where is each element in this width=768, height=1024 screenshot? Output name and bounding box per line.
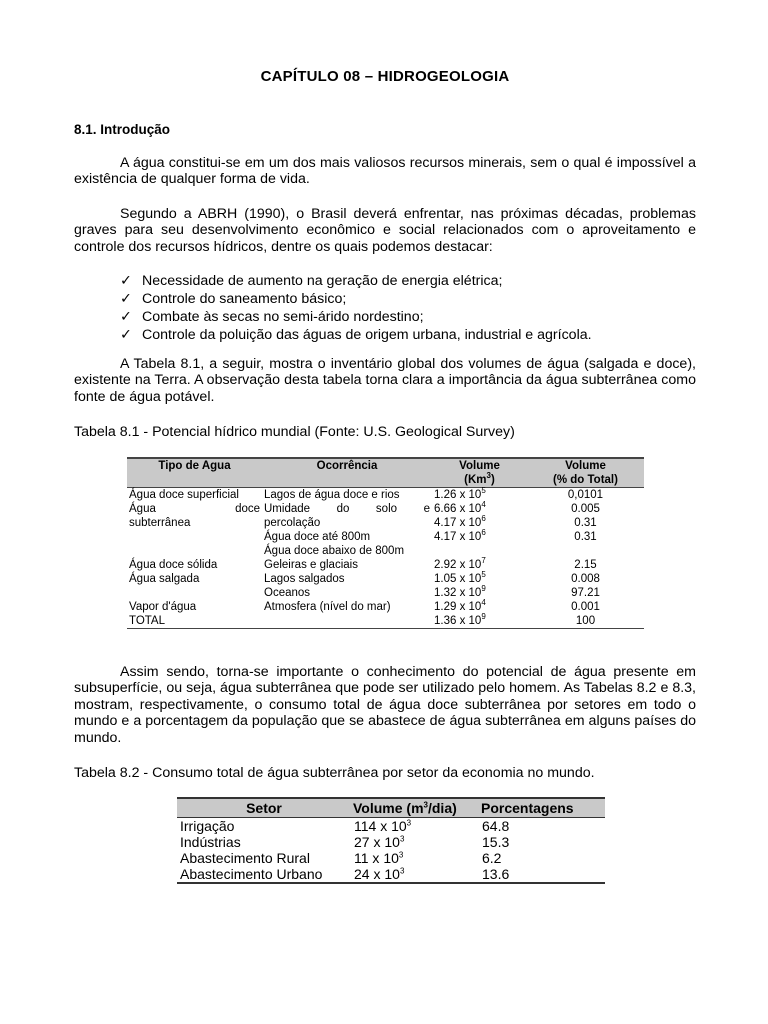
- check-icon: ✓: [120, 309, 132, 325]
- table-row: Água salgada Lagos salgados 1.05 x $10^5$ 0.008: [129, 570, 600, 585]
- table-row: Abastecimento Urbano 24 x $10^3$ 13.6: [177, 866, 605, 883]
- table-2-header-volume: Volume $(m^3/dia)$: [351, 798, 479, 818]
- table-row: subterrânea percolação 4.17 x $10^6$ 0.31: [129, 514, 597, 529]
- table-row: Vapor d'água Atmosfera (nível do mar) 1.29 x $10^4$ 0.001: [129, 598, 600, 613]
- table-2-header-setor: Setor: [177, 798, 351, 818]
- table-row: Água doce sólida Geleiras e glaciais 2.92 x $10^7$ 2.15: [129, 556, 597, 571]
- table-row: TOTAL 1.36 x $10^9$ 100: [127, 614, 644, 629]
- table-1-header-ocorrencia: Ocorrência: [262, 458, 432, 488]
- table-row: Abastecimento Rural 11 x $10^3$ 6.2: [180, 850, 502, 866]
- paragraph-4: Assim sendo, torna-se importante o conhecimento do potencial de água presente em subsuperfície, ou seja, água subterrânea que pode ser utilizado pelo homem. As Tabelas 8.2 e 8.3, mostram, respectivamente, o consumo total de água doce subterrânea por setores em todo o mundo e a porcentagem da população que se abastece de água subterrânea em alguns países do mundo.: [74, 664, 696, 746]
- check-icon: ✓: [120, 291, 132, 307]
- table-row: Água doce superficial Lagos de água doce e rios 1.26 x $10^5$ 0,0101: [129, 486, 604, 501]
- paragraph-1: A água constitui-se em um dos mais valiosos recursos minerais, sem o qual é impossível a existência de qualquer forma de vida.: [74, 155, 696, 188]
- table-row: Água doce Umidade do solo e 6.66 x $10^4$ 0.005: [129, 500, 600, 515]
- paragraph-2: Segundo a ABRH (1990), o Brasil deverá enfrentar, nas próximas décadas, problemas graves para seu desenvolvimento econômico e social relacionados com o aproveitamento e controle dos recursos hídricos, dentre os quais podemos destacar:: [74, 206, 696, 255]
- table-row: Oceanos 1.32 x $10^9$ 97.21: [264, 584, 600, 599]
- table-1-header-tipo: Tipo de Agua: [127, 458, 262, 488]
- table-2-header-percent: Porcentagens: [479, 798, 605, 818]
- table-1: [127, 457, 644, 629]
- list-item: ✓ Controle do saneamento básico;: [120, 291, 347, 307]
- list-item: ✓ Controle da poluição das águas de origem urbana, industrial e agrícola.: [120, 327, 592, 343]
- checklist: [120, 272, 592, 344]
- table-2-caption: Tabela 8.2 - Consumo total de água subterrânea por setor da economia no mundo.: [74, 765, 595, 781]
- table-row: Água doce até 800m 4.17 x $10^6$ 0.31: [264, 528, 597, 543]
- chapter-title: CAPÍTULO 08 – HIDROGEOLOGIA: [260, 68, 510, 85]
- table-row: Irrigação 114 x $10^3$ 64.8: [180, 818, 510, 834]
- table-row: Indústrias 27 x $10^3$ 15.3: [180, 834, 510, 850]
- check-icon: ✓: [120, 273, 132, 289]
- table-row: Água doce abaixo de 800m: [264, 545, 405, 557]
- list-item: ✓ Combate às secas no semi-árido nordestino;: [120, 309, 424, 325]
- table-1-caption: Tabela 8.1 - Potencial hídrico mundial (Fonte: U.S. Geological Survey): [74, 424, 515, 440]
- table-1-header-percent: Volume (% do Total): [527, 458, 644, 488]
- list-item: ✓ Necessidade de aumento na geração de energia elétrica;: [120, 273, 503, 289]
- check-icon: ✓: [120, 327, 132, 343]
- paragraph-3: A Tabela 8.1, a seguir, mostra o inventário global dos volumes de água (salgada e doce), existente na Terra. A observação desta tabela torna clara a importância da água subterrânea como fonte de água potável.: [74, 356, 696, 405]
- table-1-header-volume: Volume (Km$^3$): [432, 458, 527, 488]
- table-2: [177, 797, 593, 884]
- section-title: 8.1. Introdução: [74, 122, 171, 137]
